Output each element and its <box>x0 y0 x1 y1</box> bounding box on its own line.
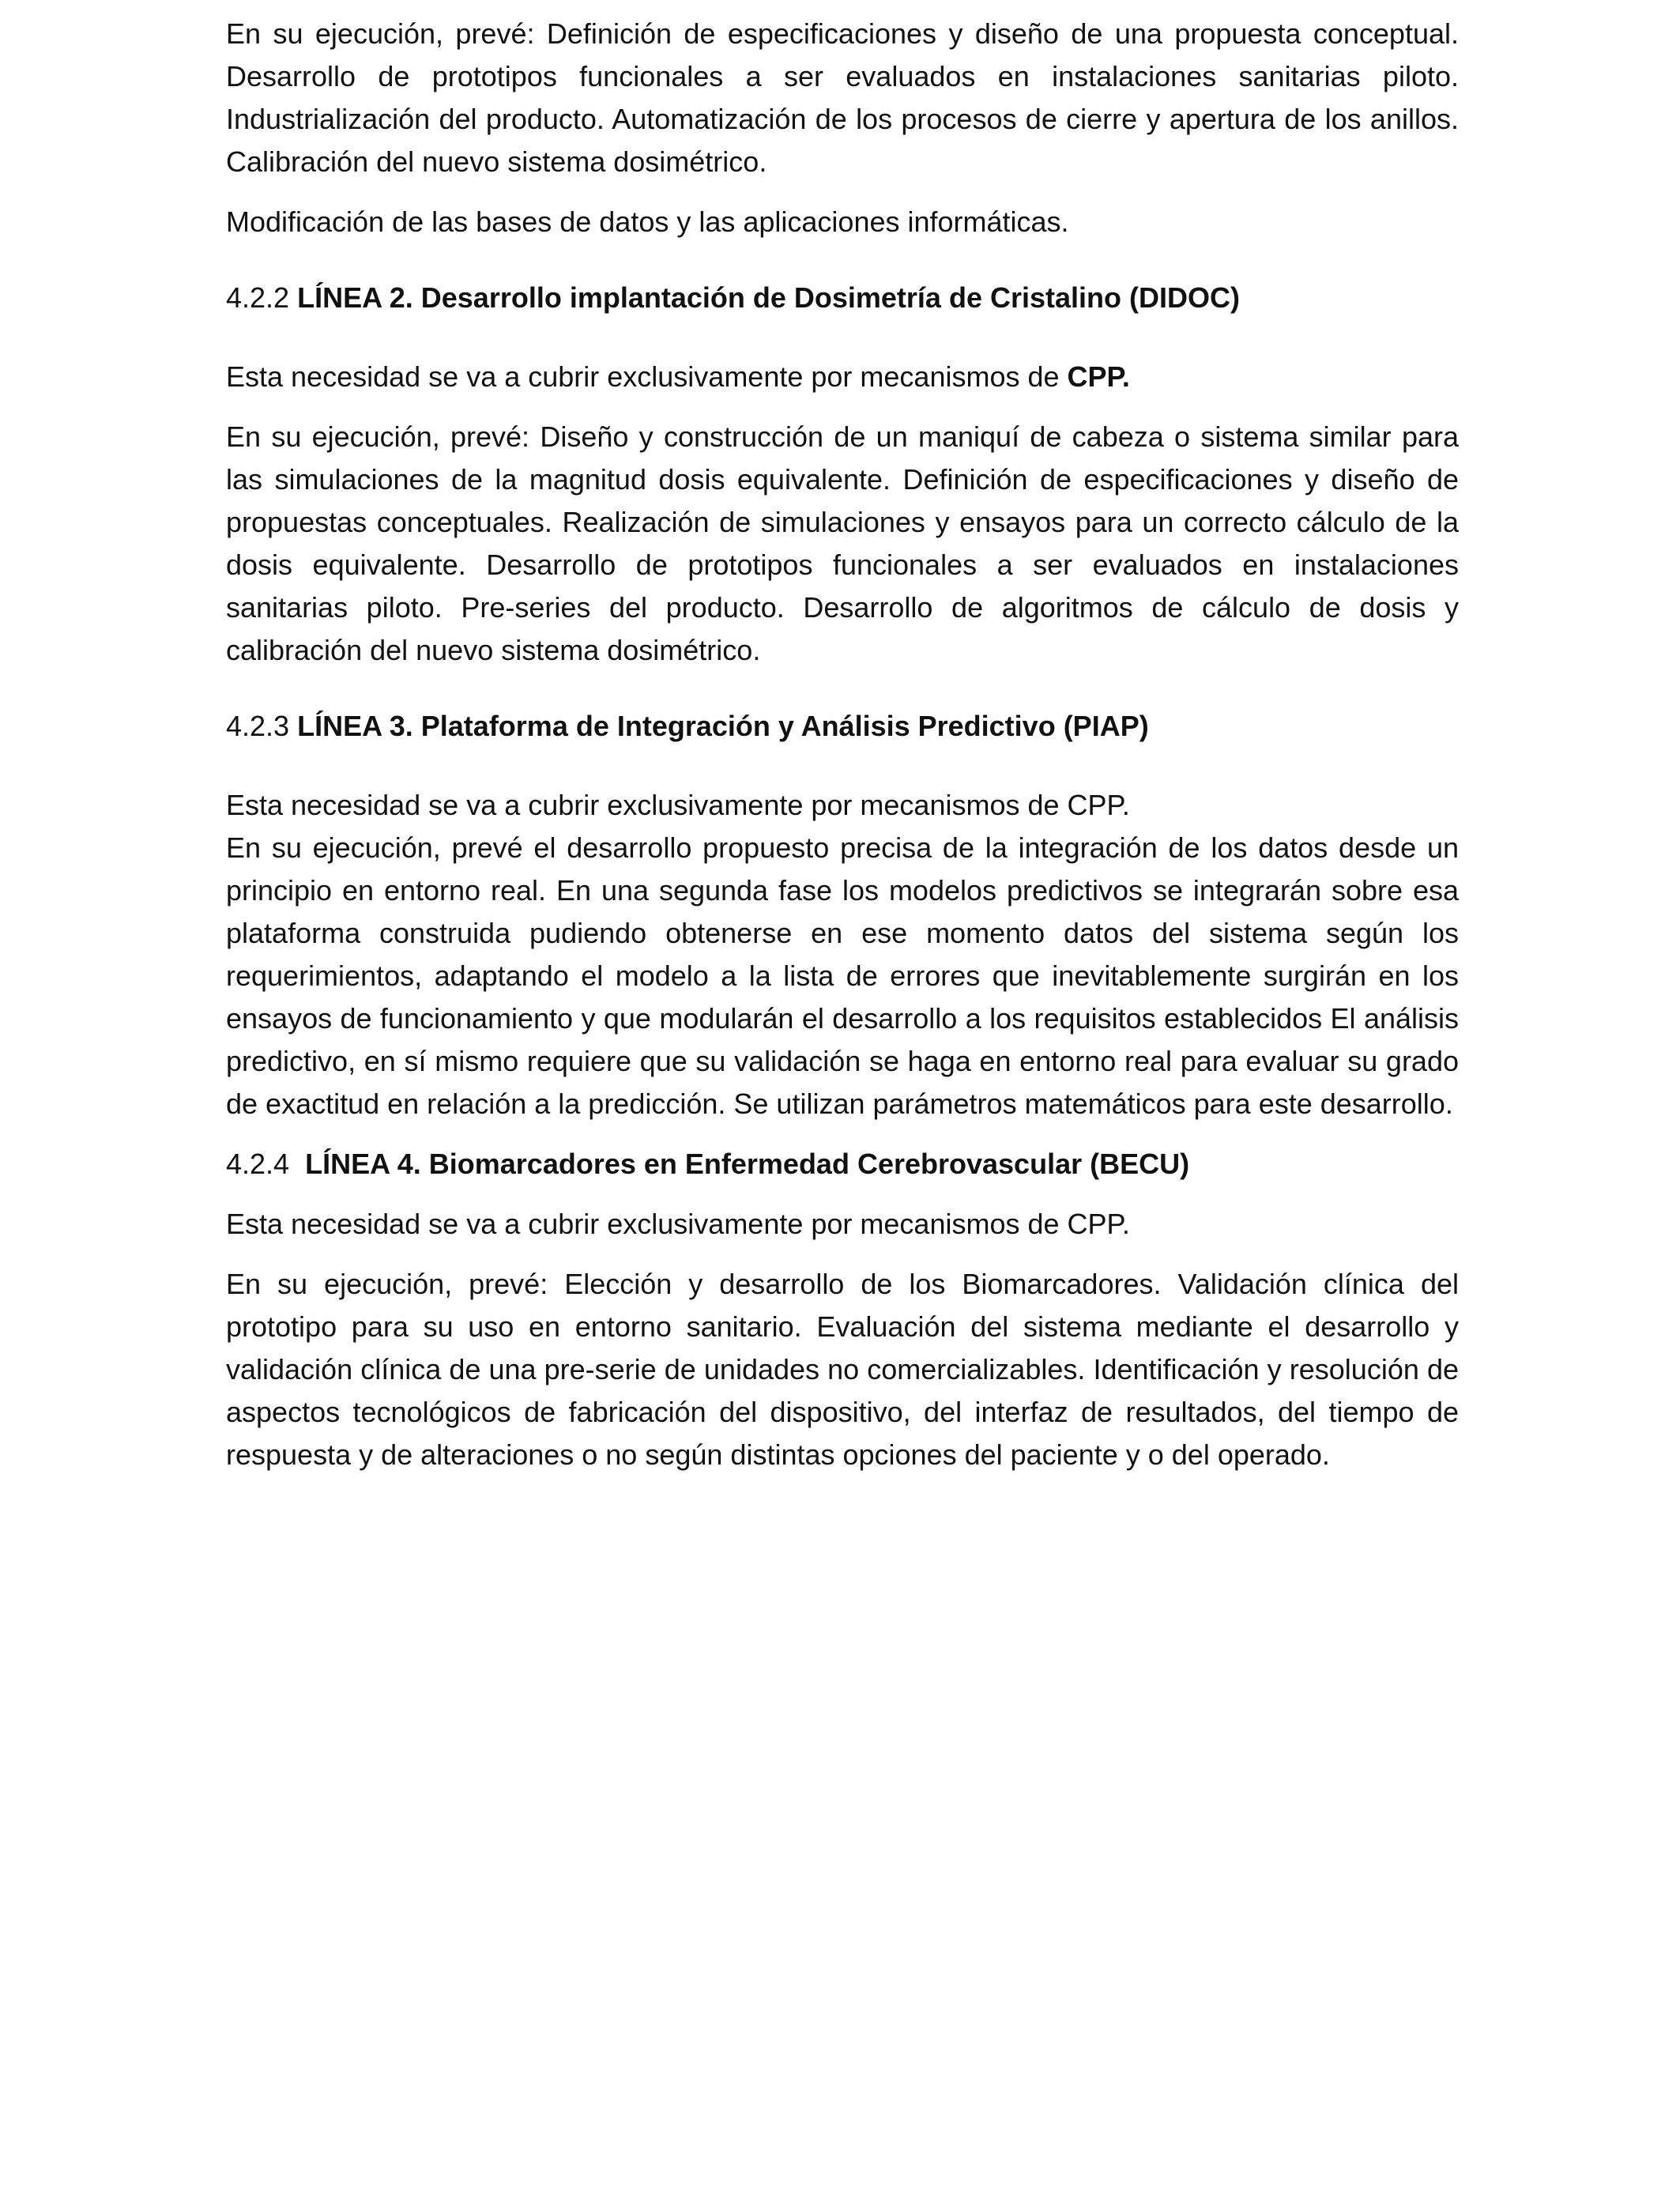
section-4-number: 4.2.4 <box>226 1148 306 1180</box>
section-3-number: 4.2.3 <box>226 710 298 742</box>
section-4-heading <box>226 1143 1459 1186</box>
section-2-need-bold: CPP. <box>1067 360 1130 393</box>
section-3-need: Esta necesidad se va a cubrir exclusivamente por mecanismos de CPP. <box>226 789 1130 821</box>
section-2-execution: En su ejecución, prevé: Diseño y construcción de un maniquí de cabeza o sistema similar para las simulaciones de la magnitud dosis equivalente. Definición de especificaciones y diseño de propuestas conceptuales. Realización de simulaciones y ensayos para un correcto cálculo de la dosis equivalente. Desarrollo de prototipos funcionales a ser evaluados en instalaciones sanitarias piloto. Pre-series del producto. Desarrollo de algoritmos de cálculo de dosis y calibración del nuevo sistema dosimétrico. <box>226 420 1459 666</box>
intro-paragraph-1: En su ejecución, prevé: Definición de especificaciones y diseño de una propuesta conceptual. Desarrollo de prototipos funcionales a ser evaluados en instalaciones sanitarias piloto. Industrialización del producto. Automatización de los procesos de cierre y apertura de los anillos. Calibración del nuevo sistema dosimétrico. <box>226 17 1459 178</box>
section-3-title: LÍNEA 3. Plataforma de Integración y Análisis Predictivo (PIAP) <box>297 710 1149 742</box>
section-3-execution: En su ejecución, prevé el desarrollo propuesto precisa de la integración de los datos desde un principio en entorno real. En una segunda fase los modelos predictivos se integrarán sobre esa plataforma construida pudiendo obtenerse en ese momento datos del sistema según los requerimientos, adaptando el modelo a la lista de errores que inevitablemente surgirán en los ensayos de funcionamiento y que modularán el desarrollo a los requisitos establecidos El análisis predictivo, en sí mismo requiere que su validación se haga en entorno real para evaluar su grado de exactitud en relación a la predicción. Se utilizan parámetros matemáticos para este desarrollo. <box>226 831 1459 1120</box>
document-page <box>226 13 1459 1476</box>
section-2-need <box>226 356 1459 398</box>
section-2-number: 4.2.2 <box>226 281 298 314</box>
section-2-need-text: Esta necesidad se va a cubrir exclusivamente por mecanismos de <box>226 360 1068 393</box>
section-2-title: LÍNEA 2. Desarrollo implantación de Dosimetría de Cristalino (DIDOC) <box>297 281 1240 314</box>
section-3-heading <box>226 705 1459 748</box>
section-2-heading <box>226 277 1459 319</box>
section-4-need: Esta necesidad se va a cubrir exclusivamente por mecanismos de CPP. <box>226 1208 1130 1240</box>
section-4-execution: En su ejecución, prevé: Elección y desarrollo de los Biomarcadores. Validación clínica del prototipo para su uso en entorno sanitario. Evaluación del sistema mediante el desarrollo y validación clínica de una pre-serie de unidades no comercializables. Identificación y resolución de aspectos tecnológicos de fabricación del dispositivo, del interfaz de resultados, del tiempo de respuesta y de alteraciones o no según distintas opciones del paciente y o del operado. <box>226 1268 1459 1471</box>
intro-paragraph-2: Modificación de las bases de datos y las aplicaciones informáticas. <box>226 205 1069 238</box>
section-4-title: LÍNEA 4. Biomarcadores en Enfermedad Cerebrovascular (BECU) <box>305 1148 1190 1180</box>
